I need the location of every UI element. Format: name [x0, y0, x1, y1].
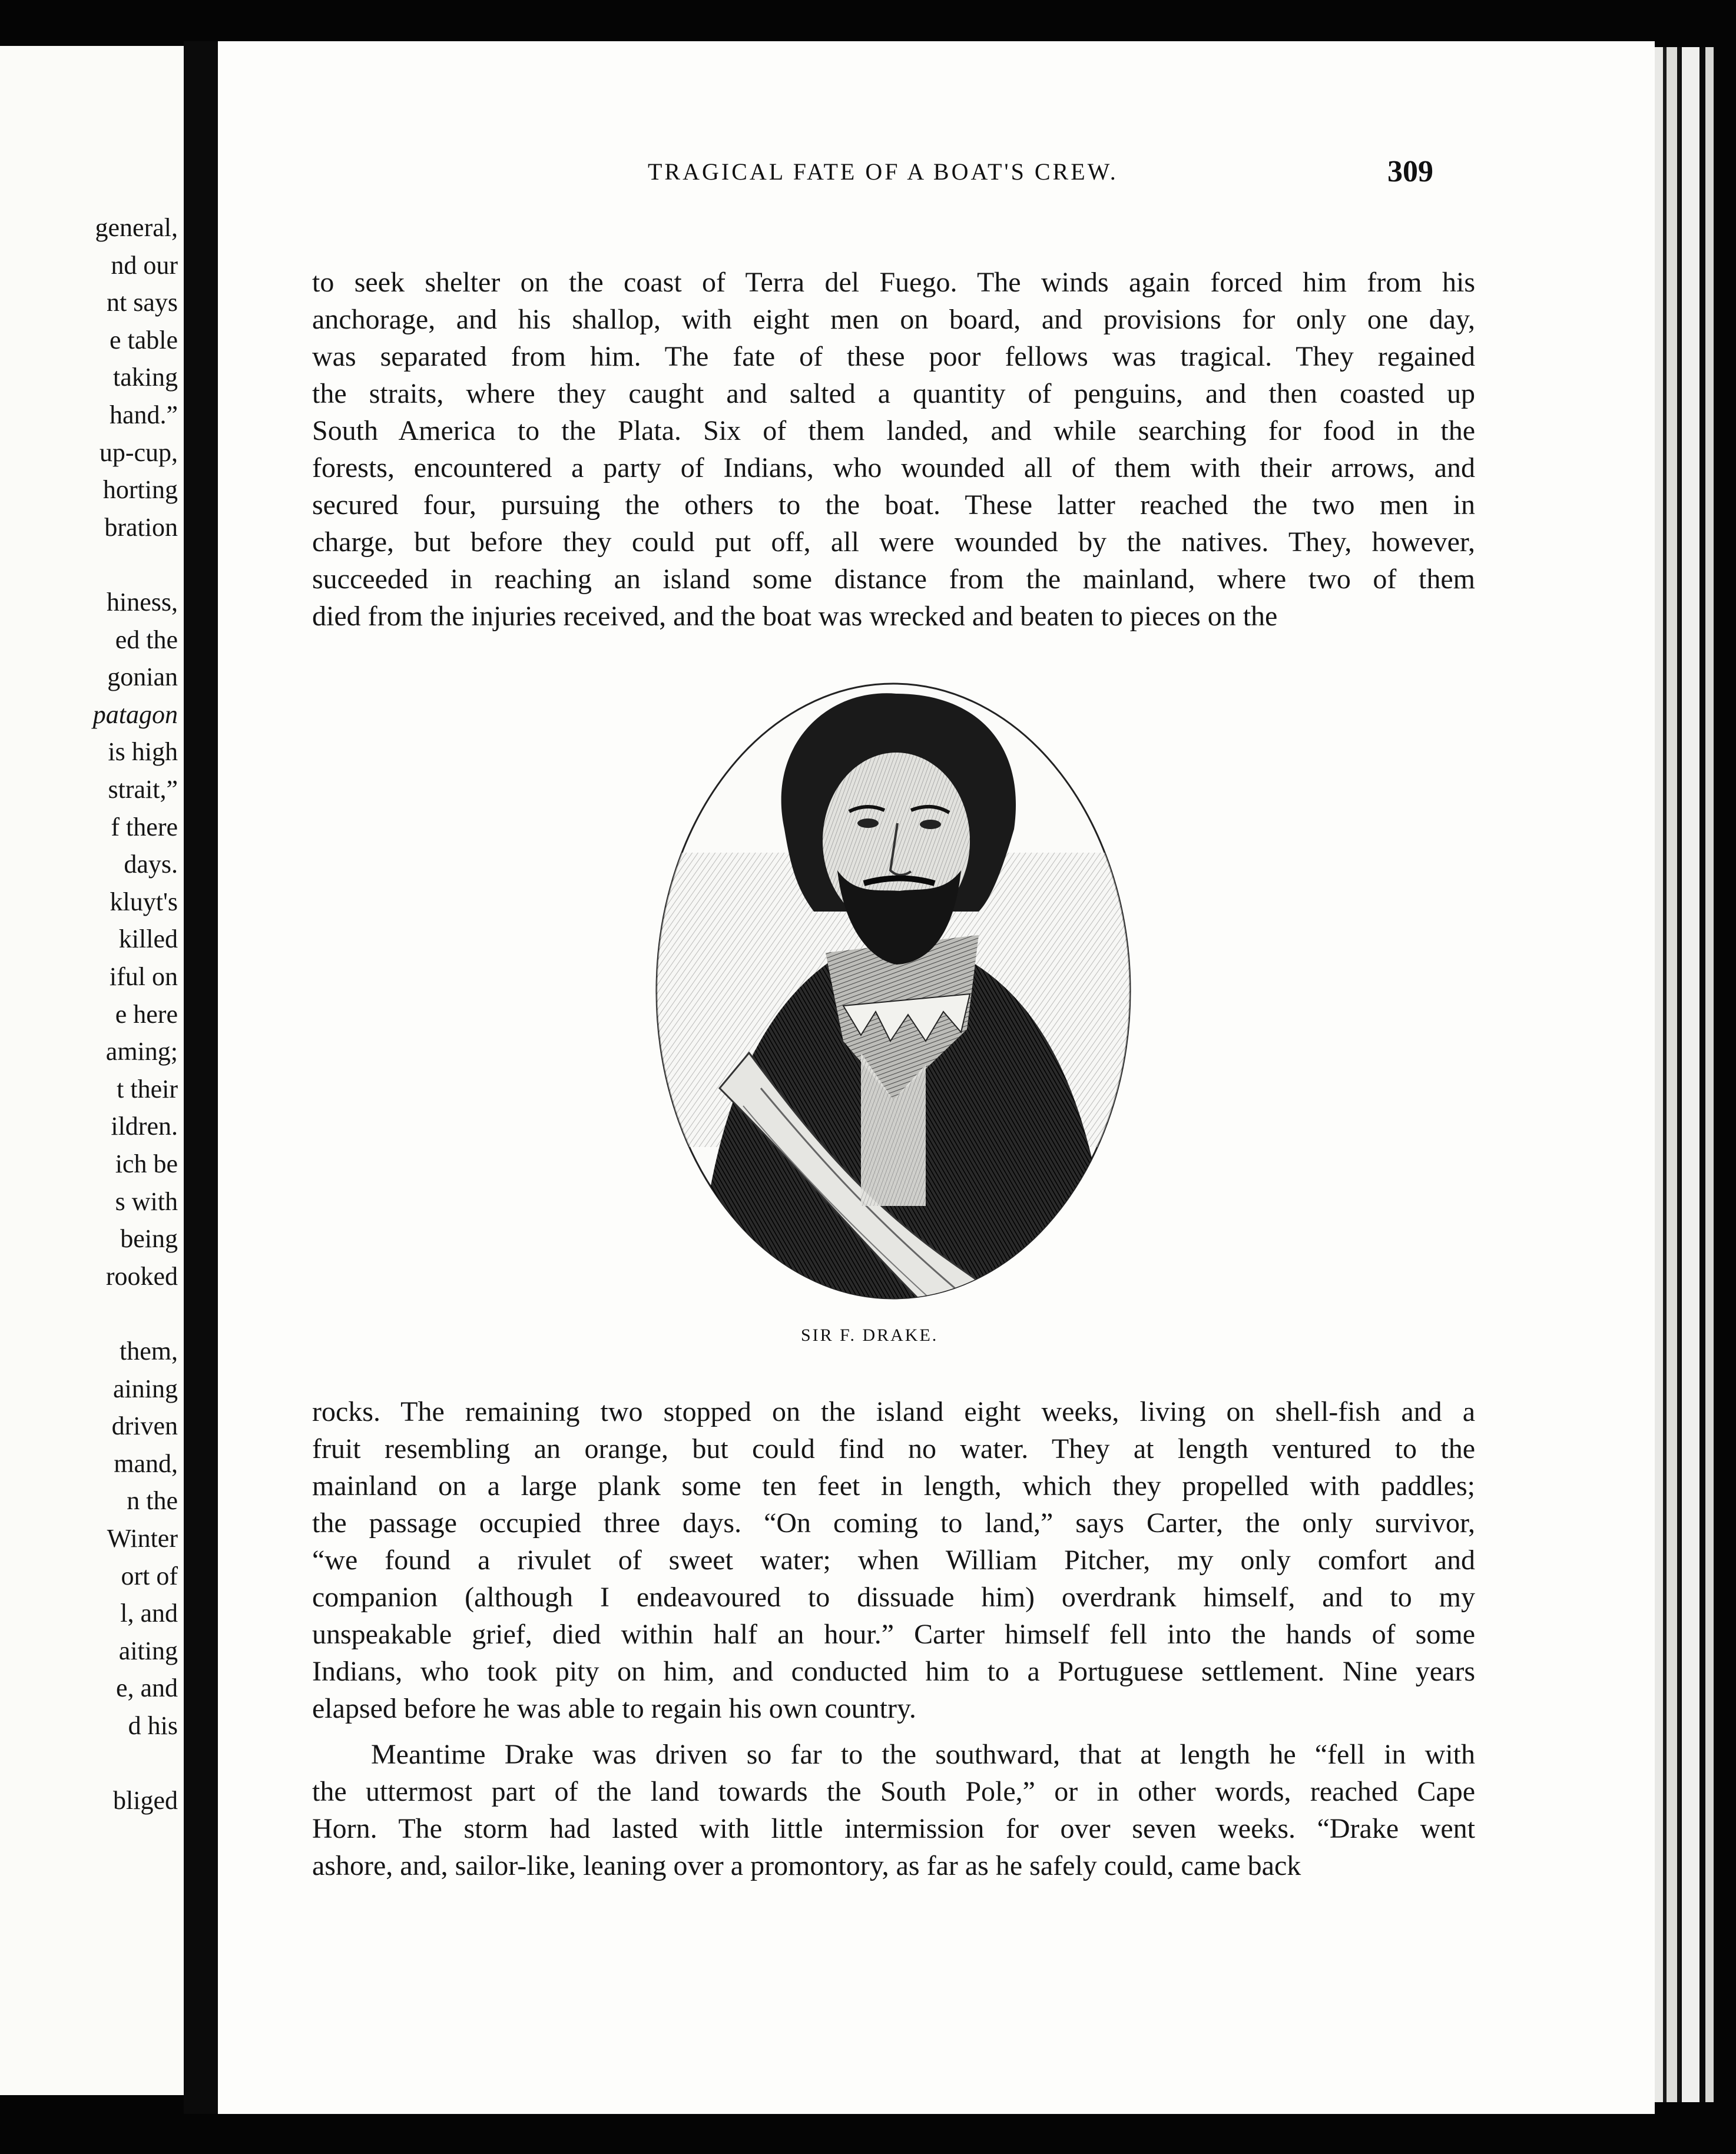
- left-page-text-fragment: them,: [120, 1337, 178, 1366]
- left-page-text-fragment: driven: [111, 1411, 178, 1441]
- paragraph-next: [312, 1736, 1475, 1884]
- text-line: the passage occupied three days. “On coming to land,” says Carter, the only survivor,: [312, 1507, 1475, 1539]
- left-page-text-fragment: e, and: [115, 1674, 178, 1703]
- left-page-text-fragment: horting: [102, 475, 178, 505]
- left-page-text-fragment: being: [120, 1224, 178, 1254]
- text-line: died from the injuries received, and the boat was wrecked and beaten to pieces on the: [312, 601, 1278, 632]
- left-page-text-fragment: gonian: [107, 662, 178, 692]
- left-page-text-fragment: t their: [117, 1074, 178, 1103]
- left-adjacent-page: [0, 46, 184, 2095]
- text-line: fruit resembling an orange, but could find no water. They at length ventured to the: [312, 1433, 1475, 1464]
- left-page-text-fragment: patagon: [92, 700, 178, 729]
- paragraph-continued: [312, 1393, 1475, 1727]
- text-line: Horn. The storm had lasted with little intermission for over seven weeks. “Drake went: [312, 1813, 1475, 1844]
- text-line: the straits, where they caught and salted a quantity of penguins, and then coasted up: [312, 378, 1475, 409]
- text-line: ashore, and, sailor-like, leaning over a promontory, as far as he safely could, came back: [312, 1850, 1301, 1881]
- text-line: charge, but before they could put off, all were wounded by the natives. They, however,: [312, 526, 1475, 558]
- left-page-text-fragment: bration: [104, 512, 178, 542]
- text-line: succeeded in reaching an island some distance from the mainland, where two of them: [312, 564, 1475, 595]
- left-page-text-fragment: strait,”: [108, 775, 178, 804]
- text-line: unspeakable grief, died within half an hour.” Carter himself fell into the hands of some: [312, 1619, 1475, 1650]
- text-line: anchorage, and his shallop, with eight men on board, and provisions for only one day,: [312, 304, 1475, 335]
- left-page-text-fragment: killed: [118, 924, 178, 954]
- left-page-text-fragment: kluyt's: [110, 887, 178, 916]
- left-page-text-fragment: ort of: [121, 1561, 178, 1590]
- left-page-text-fragment: up-cup,: [99, 438, 178, 467]
- text-line: mainland on a large plank some ten feet in length, which they propelled with paddles;: [312, 1470, 1475, 1502]
- text-line: to seek shelter on the coast of Terra del Fuego. The winds again forced him from his: [312, 267, 1475, 298]
- left-page-text-fragment: taking: [113, 363, 178, 392]
- text-line: secured four, pursuing the others to the boat. These latter reached the two men in: [312, 489, 1475, 521]
- left-page-text-fragment: d his: [128, 1711, 178, 1740]
- left-page-text-fragment: n the: [127, 1486, 178, 1516]
- book-gutter: [184, 41, 218, 2114]
- left-page-text-fragment: nt says: [107, 288, 178, 317]
- left-page-text-fragment: l, and: [120, 1599, 178, 1628]
- left-page-text-fragment: aiting: [118, 1636, 178, 1665]
- running-head: TRAGICAL FATE OF A BOAT'S CREW.: [648, 158, 1118, 185]
- paragraph-top: [312, 264, 1475, 635]
- illustration-caption: SIR F. DRAKE.: [801, 1325, 939, 1345]
- left-page-text-fragment: hiness,: [107, 588, 178, 617]
- left-page-text-fragment: ildren.: [111, 1112, 178, 1141]
- left-page-text-fragment: aming;: [105, 1037, 178, 1066]
- text-line: forests, encountered a party of Indians, who wounded all of them with their arrows, and: [312, 452, 1475, 483]
- left-page-text-fragment: e here: [115, 999, 178, 1029]
- text-line: rocks. The remaining two stopped on the island eight weeks, living on shell-fish and a: [312, 1396, 1475, 1427]
- left-page-text-fragment: s with: [115, 1187, 178, 1216]
- left-page-text-fragment: aining: [113, 1374, 178, 1403]
- left-page-text-fragment: ich be: [115, 1149, 178, 1178]
- left-page-text-fragment: iful on: [109, 962, 178, 991]
- left-page-text-fragment: days.: [124, 850, 178, 879]
- text-line: companion (although I endeavoured to dissuade him) overdrank himself, and to my: [312, 1582, 1475, 1613]
- text-line: the uttermost part of the land towards the South Pole,” or in other words, reached Cape: [312, 1776, 1475, 1807]
- left-page-text-fragment: hand.”: [109, 400, 178, 429]
- text-line: “we found a rivulet of sweet water; when William Pitcher, my only comfort and: [312, 1545, 1475, 1576]
- text-line: elapsed before he was able to regain his own country.: [312, 1693, 916, 1724]
- left-page-text-fragment: e table: [109, 325, 178, 354]
- left-page-text-fragment: mand,: [114, 1449, 178, 1478]
- text-line: was separated from him. The fate of these poor fellows was tragical. They regained: [312, 341, 1475, 372]
- left-page-text-fragment: bliged: [113, 1786, 178, 1815]
- portrait-illustration: [649, 676, 1138, 1306]
- page-edges: [1655, 47, 1736, 2102]
- left-page-text-fragment: Winter: [107, 1524, 178, 1553]
- left-page-text-fragment: f there: [111, 812, 178, 841]
- left-page-text-fragment: nd our: [111, 250, 178, 280]
- text-line: Indians, who took pity on him, and conducted him to a Portuguese settlement. Nine years: [312, 1656, 1475, 1687]
- left-page-text-fragment: general,: [95, 213, 178, 242]
- left-page-text-fragment: rooked: [105, 1261, 178, 1291]
- text-line: Meantime Drake was driven so far to the southward, that at length he “fell in with: [371, 1739, 1475, 1770]
- page-number: 309: [1387, 155, 1433, 188]
- text-line: South America to the Plata. Six of them landed, and while searching for food in the: [312, 415, 1475, 446]
- left-page-text-fragment: ed the: [115, 625, 178, 654]
- left-page-text-fragment: is high: [108, 737, 178, 767]
